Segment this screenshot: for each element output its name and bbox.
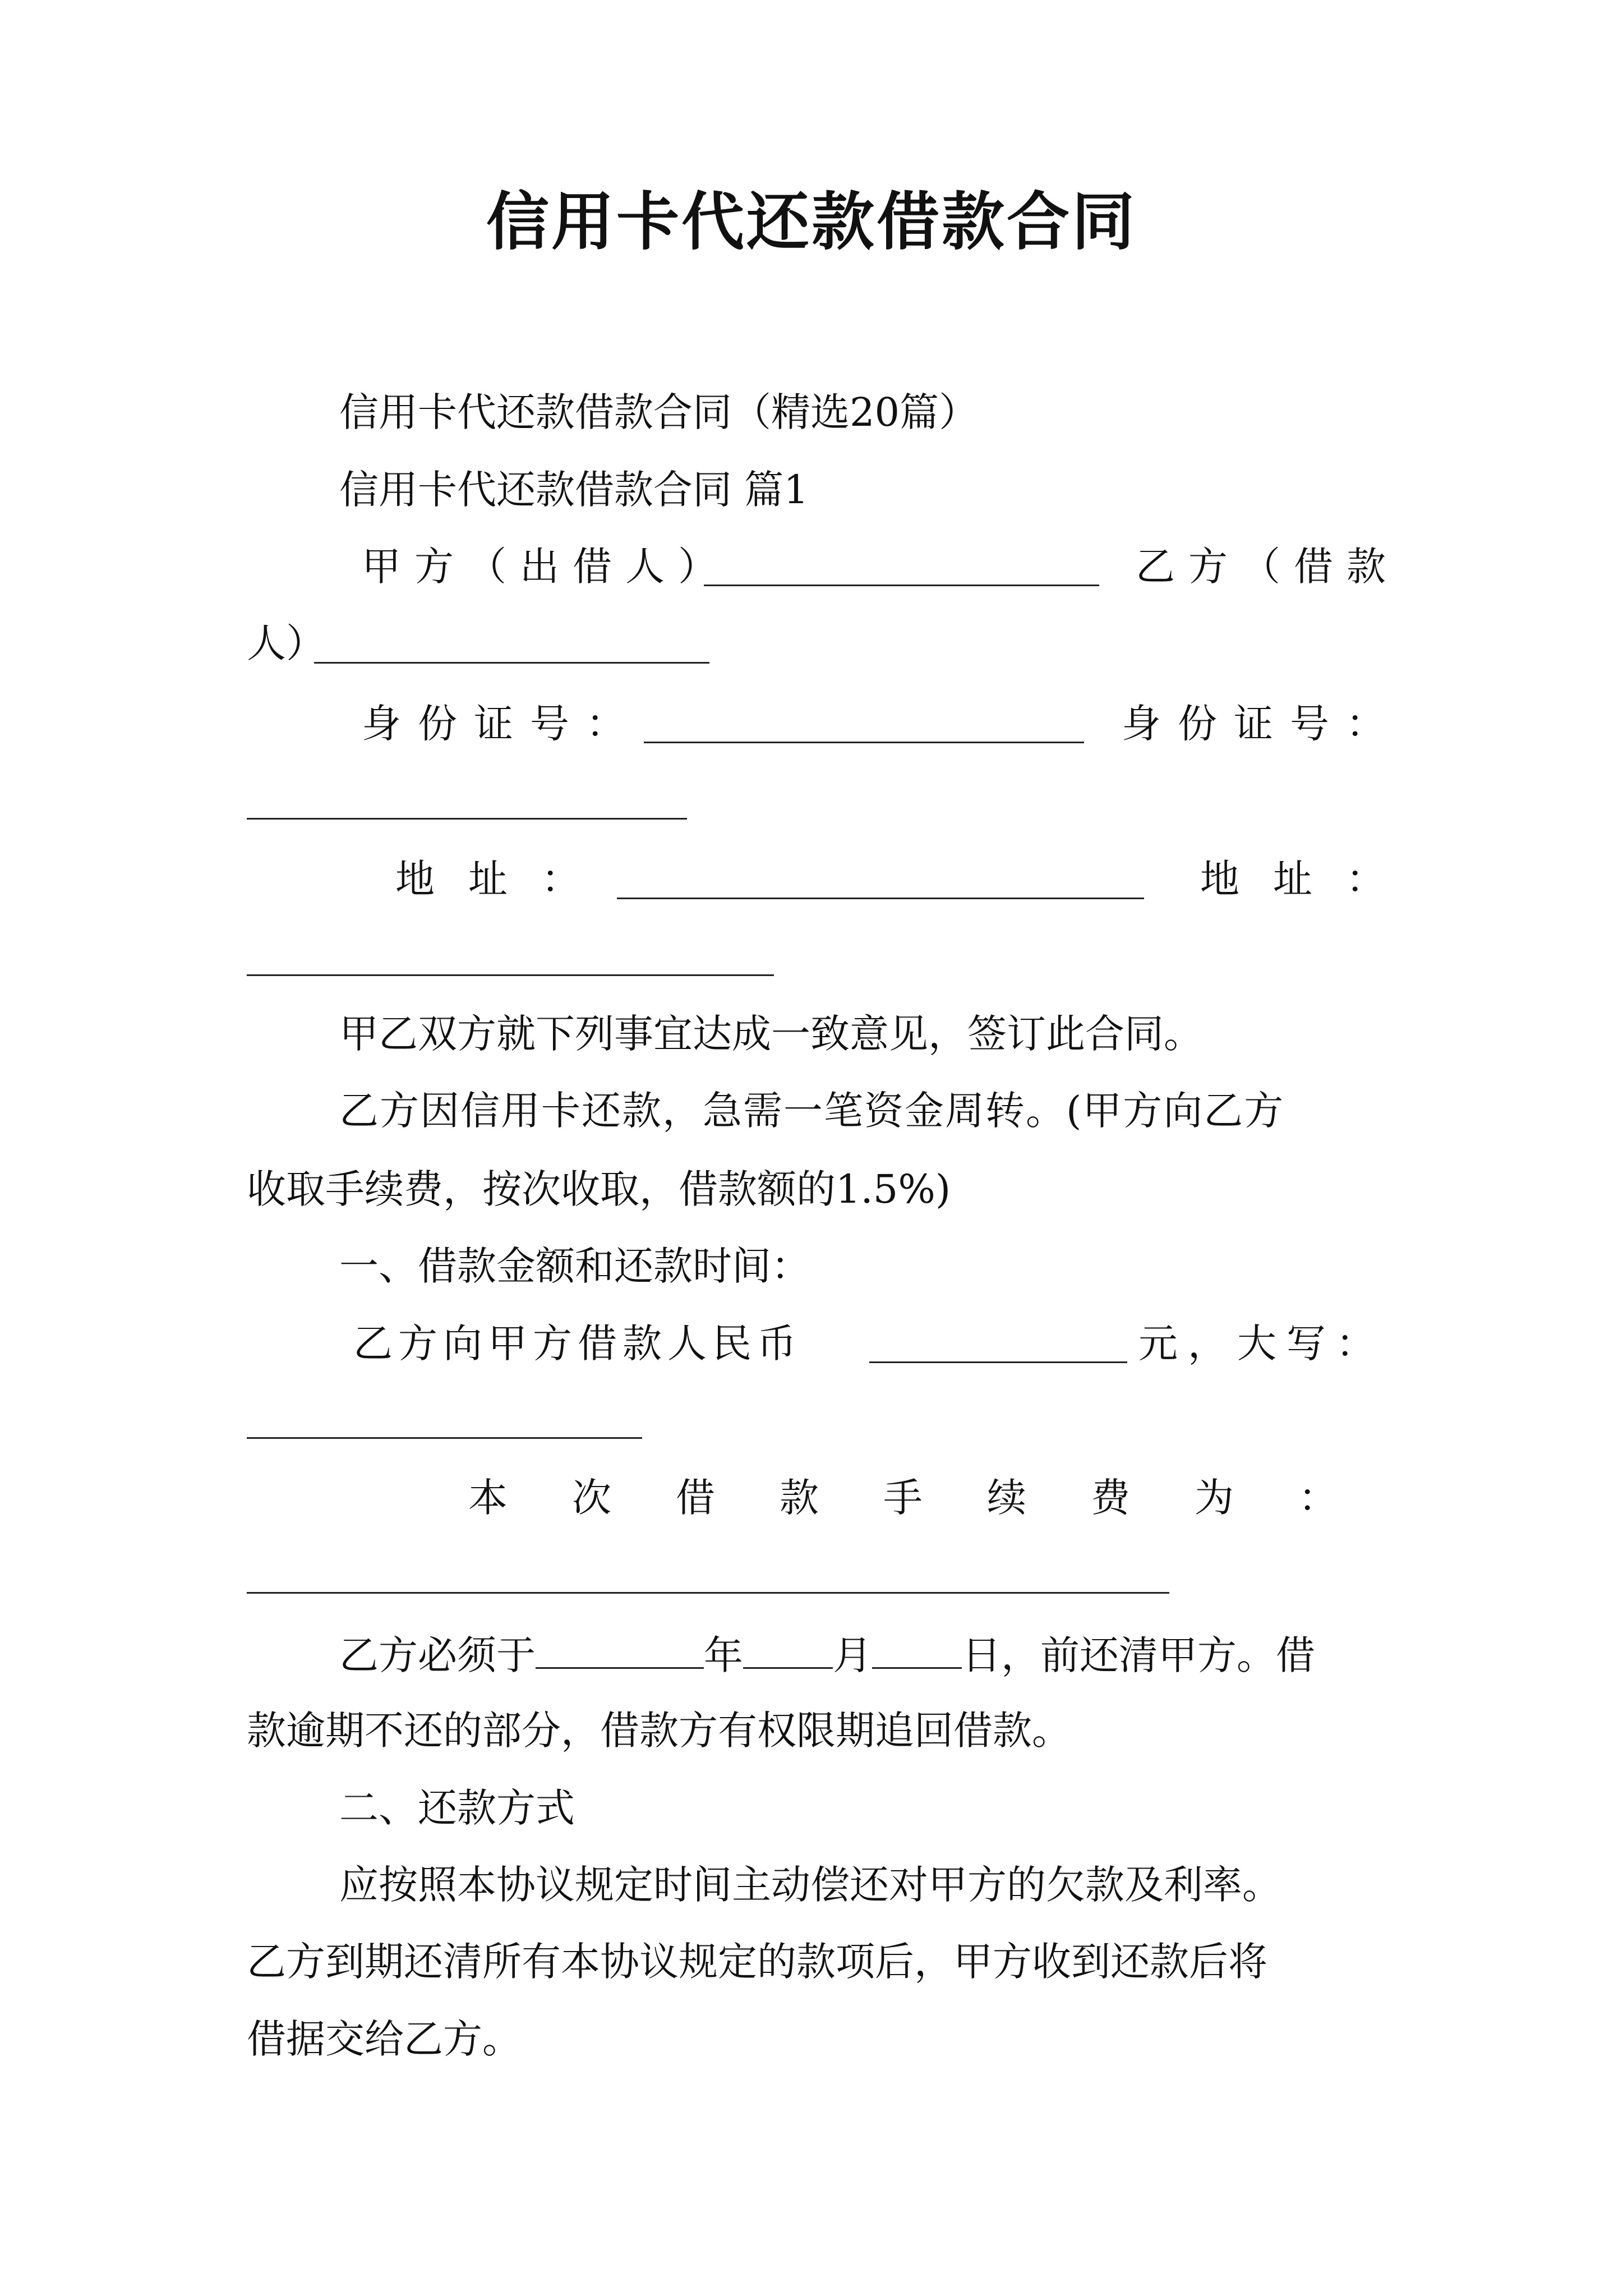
paragraph-reason-line2: 收取手续费，按次收取，借款额的1.5%): [247, 1166, 951, 1212]
loan-prefix: 乙方向甲方借款人民币: [353, 1320, 802, 1366]
document-title: 信用卡代还款借款合同: [486, 185, 1137, 259]
due-day-suffix: 日，前还清甲方。借: [962, 1632, 1315, 1678]
due-year-blank: [536, 1634, 704, 1669]
heading-repayment: 二、还款方式: [339, 1785, 575, 1831]
due-date-line2: 款逾期不还的部分，借款方有权限期追回借款。: [247, 1708, 1071, 1754]
section-heading: 信用卡代还款借款合同 篇1: [339, 467, 809, 513]
paragraph-repayment-line3: 借据交给乙方。: [247, 2016, 522, 2062]
id-blank-a: [644, 742, 1084, 743]
address-label-a: 地址：: [395, 856, 614, 902]
party-b-blank: [314, 662, 709, 664]
party-b-label-cont: 人）: [247, 620, 325, 666]
paragraph-repayment-line2: 乙方到期还清所有本协议规定的款项后，甲方收到还款后将: [247, 1939, 1267, 1985]
due-day-blank: [872, 1634, 962, 1669]
id-label-a: 身份证号：: [362, 701, 642, 747]
fee-label: 本次借款手续费为：: [468, 1475, 1402, 1521]
loan-amount-blank: [869, 1361, 1127, 1363]
party-a-blank: [704, 585, 1099, 586]
loan-words-blank: [247, 1437, 642, 1439]
paragraph-agreement: 甲乙双方就下列事宜达成一致意见，签订此合同。: [339, 1011, 1203, 1057]
heading-loan-amount: 一、借款金额和还款时间：: [339, 1243, 810, 1289]
due-month-label: 月: [833, 1632, 872, 1678]
party-a-label: 甲方（出借人）: [362, 544, 731, 590]
due-year-label: 年: [704, 1632, 743, 1678]
paragraph-repayment-line1: 应按照本协议规定时间主动偿还对甲方的欠款及利率。: [339, 1862, 1281, 1908]
due-prefix: 乙方必须于: [339, 1632, 536, 1678]
subtitle: 信用卡代还款借款合同（精选20篇）: [339, 389, 979, 435]
paragraph-reason-line1: 乙方因信用卡还款，急需一笔资金周转。(甲方向乙方: [339, 1088, 1285, 1134]
id-blank-b: [247, 818, 687, 820]
address-blank-a: [617, 898, 1144, 899]
due-month-blank: [743, 1634, 833, 1669]
loan-suffix: 元，大写：: [1138, 1320, 1385, 1366]
address-label-b: 地址：: [1200, 856, 1419, 902]
address-blank-b: [247, 974, 774, 976]
due-date-line: [339, 1632, 1315, 1678]
party-b-label: 乙方（借款: [1136, 544, 1399, 590]
id-label-b: 身份证号：: [1122, 701, 1402, 747]
fee-blank: [247, 1592, 1169, 1594]
